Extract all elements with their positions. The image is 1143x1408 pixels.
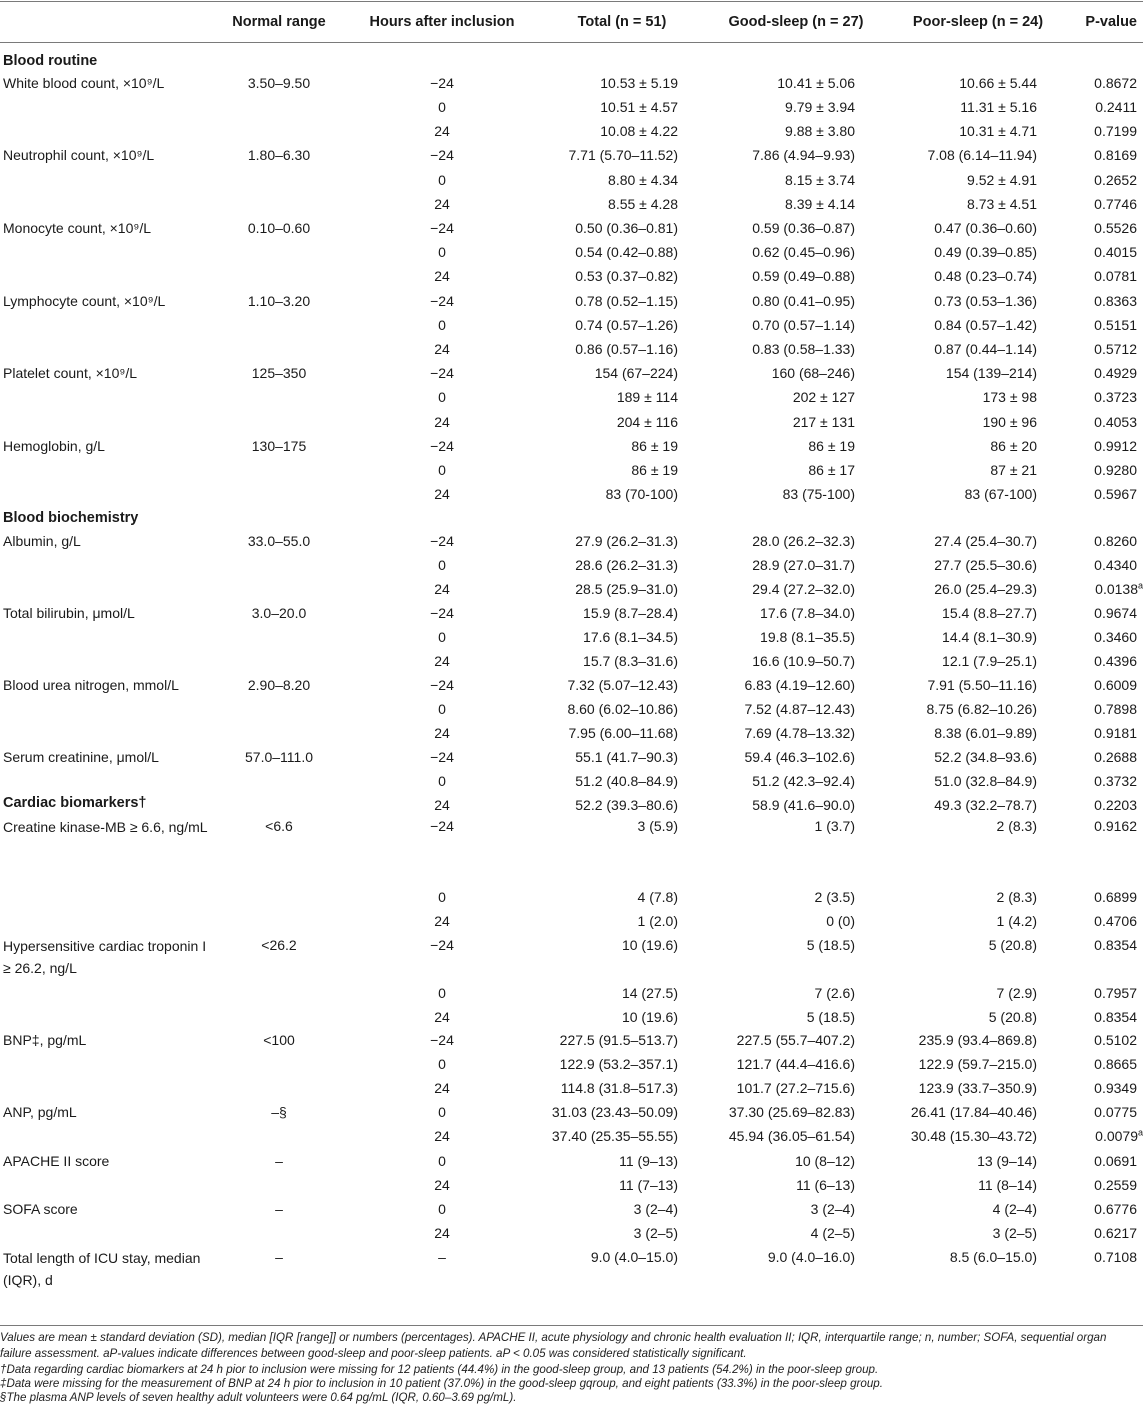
normal-range-cell: <100 [263, 1032, 295, 1048]
poor-sleep-cell: 86 ± 20 [990, 438, 1037, 454]
good-sleep-cell: 10.41 ± 5.06 [777, 75, 855, 91]
total-cell: 7.32 (5.07–12.43) [567, 677, 678, 693]
hours-cell: 24 [434, 653, 450, 669]
good-sleep-cell: 17.6 (7.8–34.0) [760, 605, 855, 621]
total-cell: 3 (2–4) [633, 1201, 678, 1217]
poor-sleep-cell: 15.4 (8.8–27.7) [942, 605, 1037, 621]
good-sleep-cell: 7.69 (4.78–13.32) [744, 725, 855, 741]
p-value-cell: 0.8665 [1094, 1056, 1137, 1072]
good-sleep-cell: 0.83 (0.58–1.33) [752, 341, 855, 357]
good-sleep-cell: 10 (8–12) [795, 1153, 855, 1169]
hours-cell: 0 [438, 1201, 446, 1217]
good-sleep-cell: 0 (0) [826, 913, 855, 929]
hours-cell: 0 [438, 99, 446, 115]
total-cell: 14 (27.5) [621, 985, 678, 1001]
hours-cell: 24 [434, 1225, 450, 1241]
poor-sleep-cell: 190 ± 96 [982, 414, 1037, 430]
normal-range-cell: 0.10–0.60 [247, 220, 311, 236]
p-value-cell: 0.6899 [1094, 889, 1137, 905]
poor-sleep-cell: 13 (9–14) [977, 1153, 1037, 1169]
bottom-rule [0, 1325, 1143, 1326]
total-cell: 10.51 ± 4.57 [600, 99, 678, 115]
hours-cell: −24 [430, 749, 454, 765]
poor-sleep-cell: 87 ± 21 [990, 462, 1037, 478]
poor-sleep-cell: 154 (139–214) [945, 365, 1037, 381]
total-cell: 0.78 (0.52–1.15) [575, 293, 678, 309]
p-value-cell: 0.7957 [1094, 985, 1137, 1001]
total-cell: 27.9 (26.2–31.3) [575, 533, 678, 549]
good-sleep-cell: 83 (75-100) [782, 486, 855, 502]
poor-sleep-cell: 4 (2–4) [992, 1201, 1037, 1217]
poor-sleep-cell: 2 (8.3) [996, 818, 1037, 834]
footnote-abbreviations: Values are mean ± standard deviation (SD), median [IQR [range]] or numbers (percentages). APACHE II, acute physiology and chronic health evaluation II; IQR, interquartile range; n, number; SOFA, sequential organ failure assessment. aP-values indicate differences between good-sleep and poor-sleep patients. aP < 0.05 was considered statistically significant. [0, 1331, 1107, 1360]
good-sleep-cell: 5 (18.5) [806, 937, 855, 953]
row-label: Platelet count, ×10⁹/L [3, 365, 138, 381]
poor-sleep-cell: 173 ± 98 [982, 389, 1037, 405]
poor-sleep-cell: 0.87 (0.44–1.14) [934, 341, 1037, 357]
p-value-cell: 0.0781 [1094, 268, 1137, 284]
poor-sleep-cell: 26.41 (17.84–40.46) [910, 1104, 1037, 1120]
hours-cell: 0 [438, 172, 446, 188]
hours-cell: −24 [430, 605, 454, 621]
poor-sleep-cell: 12.1 (7.9–25.1) [942, 653, 1037, 669]
row-label: Albumin, g/L [3, 533, 81, 549]
total-cell: 9.0 (4.0–15.0) [590, 1249, 678, 1265]
p-value-cell: 0.5151 [1094, 317, 1137, 333]
total-cell: 0.54 (0.42–0.88) [575, 244, 678, 260]
normal-range-cell: 3.50–9.50 [247, 75, 311, 91]
hours-cell: 0 [438, 1153, 446, 1169]
p-value-cell: 0.2688 [1094, 749, 1137, 765]
poor-sleep-cell: 7.91 (5.50–11.16) [927, 677, 1037, 693]
p-value-cell: 0.8354 [1094, 1009, 1137, 1025]
hours-cell: 24 [434, 196, 450, 212]
good-sleep-cell: 7.52 (4.87–12.43) [744, 701, 855, 717]
normal-range-cell: –§ [271, 1104, 287, 1120]
hours-cell: −24 [430, 533, 454, 549]
poor-sleep-cell: 235.9 (93.4–869.8) [918, 1032, 1037, 1048]
good-sleep-cell: 8.39 ± 4.14 [785, 196, 855, 212]
total-cell: 3 (2–5) [633, 1225, 678, 1241]
normal-range-cell: 1.80–6.30 [247, 147, 311, 163]
row-label: Monocyte count, ×10⁹/L [3, 220, 152, 236]
p-value-cell: 0.8672 [1094, 75, 1137, 91]
normal-range-cell: – [275, 1201, 283, 1217]
good-sleep-cell: 7 (2.6) [814, 985, 855, 1001]
p-value-cell: 0.5712 [1094, 341, 1137, 357]
poor-sleep-cell: 8.5 (6.0–15.0) [949, 1249, 1037, 1265]
total-cell: 10 (19.6) [621, 937, 678, 953]
total-cell: 15.7 (8.3–31.6) [583, 653, 678, 669]
normal-range-cell: 57.0–111.0 [245, 749, 313, 765]
normal-range-cell: <6.6 [265, 818, 293, 834]
header-poor-sleep: Poor-sleep (n = 24) [912, 14, 1044, 30]
header-total: Total (n = 51) [577, 14, 667, 30]
header-normal-range: Normal range [232, 14, 326, 30]
good-sleep-cell: 28.0 (26.2–32.3) [752, 533, 855, 549]
row-label: Hypersensitive cardiac troponin I ≥ 26.2, ng/L [3, 938, 207, 976]
good-sleep-cell: 59.4 (46.3–102.6) [744, 749, 855, 765]
p-value-cell: 0.9181 [1094, 725, 1137, 741]
good-sleep-cell: 217 ± 131 [792, 414, 855, 430]
poor-sleep-cell: 49.3 (32.2–78.7) [934, 797, 1037, 813]
top-rule [0, 1, 1143, 2]
hours-cell: 24 [434, 486, 450, 502]
total-cell: 86 ± 19 [631, 462, 678, 478]
hours-cell: 24 [434, 414, 450, 430]
total-cell: 83 (70-100) [605, 486, 678, 502]
p-value-cell: 0.6776 [1094, 1201, 1137, 1217]
normal-range-cell: 33.0–55.0 [247, 533, 311, 549]
poor-sleep-cell: 1 (4.2) [996, 913, 1037, 929]
good-sleep-cell: 9.0 (4.0–16.0) [767, 1249, 855, 1265]
hours-cell: 24 [434, 725, 450, 741]
good-sleep-cell: 29.4 (27.2–32.0) [752, 581, 855, 597]
normal-range-cell: 125–350 [251, 365, 307, 381]
section-cardiac-biomarkers: Cardiac biomarkers† [3, 795, 147, 811]
total-cell: 11 (9–13) [619, 1153, 678, 1169]
row-label: White blood count, ×10⁹/L [3, 75, 165, 91]
good-sleep-cell: 227.5 (55.7–407.2) [736, 1032, 855, 1048]
hours-cell: 24 [434, 797, 450, 813]
p-value-cell: 0.4053 [1094, 414, 1137, 430]
hours-cell: 0 [438, 629, 446, 645]
good-sleep-cell: 86 ± 19 [808, 438, 855, 454]
hours-cell: −24 [430, 365, 454, 381]
good-sleep-cell: 2 (3.5) [814, 889, 855, 905]
p-value-cell: 0.3460 [1094, 629, 1137, 645]
hours-cell: −24 [430, 1032, 454, 1048]
significance-marker: a [1137, 580, 1143, 591]
hours-cell: 0 [438, 389, 446, 405]
hours-cell: 24 [434, 341, 450, 357]
good-sleep-cell: 11 (6–13) [796, 1177, 855, 1193]
hours-cell: −24 [430, 677, 454, 693]
hours-cell: −24 [430, 438, 454, 454]
normal-range-cell: 2.90–8.20 [247, 677, 311, 693]
hours-cell: −24 [430, 818, 454, 834]
poor-sleep-cell: 27.7 (25.5–30.6) [934, 557, 1037, 573]
total-cell: 10.08 ± 4.22 [600, 123, 678, 139]
good-sleep-cell: 0.62 (0.45–0.96) [752, 244, 855, 260]
row-label: Neutrophil count, ×10⁹/L [3, 147, 155, 163]
header-p-value: P-value [1085, 14, 1137, 30]
p-value-text: 0.0079 [1095, 1128, 1138, 1144]
p-value-cell: 0.2203 [1094, 797, 1137, 813]
header-rule [0, 42, 1143, 43]
p-value-cell: 0.7898 [1094, 701, 1137, 717]
hours-cell: −24 [430, 75, 454, 91]
row-label: SOFA score [3, 1201, 78, 1217]
total-cell: 11 (7–13) [619, 1177, 678, 1193]
row-label: Lymphocyte count, ×10⁹/L [3, 293, 166, 309]
normal-range-cell: 1.10–3.20 [247, 293, 311, 309]
poor-sleep-cell: 11.31 ± 5.16 [960, 99, 1037, 115]
hours-cell: 24 [434, 913, 450, 929]
hours-cell: −24 [430, 293, 454, 309]
significance-marker: a [1137, 1127, 1143, 1138]
p-value-cell: 0.8260 [1094, 533, 1137, 549]
hours-cell: 0 [438, 701, 446, 717]
header-good-sleep: Good-sleep (n = 27) [728, 14, 864, 30]
row-label: APACHE II score [3, 1153, 110, 1169]
total-cell: 0.53 (0.37–0.82) [575, 268, 678, 284]
good-sleep-cell: 86 ± 17 [808, 462, 855, 478]
good-sleep-cell: 160 (68–246) [771, 365, 855, 381]
hours-cell: 24 [434, 1080, 450, 1096]
good-sleep-cell: 121.7 (44.4–416.6) [736, 1056, 855, 1072]
good-sleep-cell: 101.7 (27.2–715.6) [736, 1080, 855, 1096]
total-cell: 154 (67–224) [594, 365, 678, 381]
good-sleep-cell: 4 (2–5) [810, 1225, 855, 1241]
good-sleep-cell: 37.30 (25.69–82.83) [728, 1104, 855, 1120]
footnote-double-dagger: ‡Data were missing for the measurement of BNP at 24 h pior to inclusion in 10 patient (37.0%) in the good-sleep gqroup, and eight patients (33.3%) in the poor-sleep group. [0, 1377, 883, 1390]
p-value-cell: 0.0775 [1094, 1104, 1137, 1120]
good-sleep-cell: 7.86 (4.94–9.93) [752, 147, 855, 163]
poor-sleep-cell: 27.4 (25.4–30.7) [934, 533, 1037, 549]
p-value-cell: 0.4396 [1094, 653, 1137, 669]
total-cell: 4 (7.8) [637, 889, 678, 905]
normal-range-cell: 3.0–20.0 [251, 605, 307, 621]
poor-sleep-cell: 30.48 (15.30–43.72) [910, 1128, 1037, 1144]
hours-cell: 0 [438, 1104, 446, 1120]
poor-sleep-cell: 52.2 (34.8–93.6) [934, 749, 1037, 765]
p-value-cell: 0.9280 [1094, 462, 1137, 478]
row-label: ANP, pg/mL [3, 1104, 77, 1120]
good-sleep-cell: 58.9 (41.6–90.0) [752, 797, 855, 813]
p-value-cell: 0.9349 [1094, 1080, 1137, 1096]
p-value-text: 0.0138 [1095, 581, 1138, 597]
poor-sleep-cell: 123.9 (33.7–350.9) [918, 1080, 1037, 1096]
hours-cell: 0 [438, 557, 446, 573]
good-sleep-cell: 9.79 ± 3.94 [785, 99, 855, 115]
p-value-cell: 0.5102 [1094, 1032, 1137, 1048]
total-cell: 55.1 (41.7–90.3) [575, 749, 678, 765]
good-sleep-cell: 1 (3.7) [814, 818, 855, 834]
good-sleep-cell: 202 ± 127 [792, 389, 855, 405]
normal-range-cell: 130–175 [251, 438, 307, 454]
good-sleep-cell: 6.83 (4.19–12.60) [744, 677, 855, 693]
row-label: Total bilirubin, μmol/L [3, 605, 135, 621]
poor-sleep-cell: 0.49 (0.39–0.85) [934, 244, 1037, 260]
poor-sleep-cell: 14.4 (8.1–30.9) [942, 629, 1037, 645]
total-cell: 8.55 ± 4.28 [608, 196, 678, 212]
row-label: BNP‡, pg/mL [3, 1032, 87, 1048]
p-value-cell: 0.3723 [1094, 389, 1137, 405]
total-cell: 0.74 (0.57–1.26) [575, 317, 678, 333]
total-cell: 189 ± 114 [616, 389, 678, 405]
good-sleep-cell: 0.80 (0.41–0.95) [752, 293, 855, 309]
total-cell: 0.86 (0.57–1.16) [575, 341, 678, 357]
good-sleep-cell: 9.88 ± 3.80 [785, 123, 855, 139]
poor-sleep-cell: 83 (67-100) [964, 486, 1037, 502]
good-sleep-cell: 0.59 (0.49–0.88) [752, 268, 855, 284]
p-value-cell: 0.4015 [1094, 244, 1137, 260]
total-cell: 204 ± 116 [616, 414, 678, 430]
hours-cell: 0 [438, 773, 446, 789]
p-value-cell [1095, 1126, 1143, 1146]
total-cell: 52.2 (39.3–80.6) [575, 797, 678, 813]
hours-cell: 24 [434, 1177, 450, 1193]
poor-sleep-cell: 0.47 (0.36–0.60) [934, 220, 1037, 236]
header-hours: Hours after inclusion [369, 14, 515, 30]
total-cell: 51.2 (40.8–84.9) [575, 773, 678, 789]
p-value-cell: 0.8169 [1094, 147, 1137, 163]
hours-cell: 24 [434, 1009, 450, 1025]
poor-sleep-cell: 9.52 ± 4.91 [967, 172, 1037, 188]
poor-sleep-cell: 7.08 (6.14–11.94) [927, 147, 1037, 163]
footnote-section: §The plasma ANP levels of seven healthy adult volunteers were 0.64 pg/mL (IQR, 0.60–3.69 pg/mL). [0, 1391, 517, 1404]
good-sleep-cell: 16.6 (10.9–50.7) [752, 653, 855, 669]
p-value-cell: 0.3732 [1094, 773, 1137, 789]
p-value-cell: 0.8354 [1094, 937, 1137, 953]
p-value-cell: 0.4929 [1094, 365, 1137, 381]
total-cell: 37.40 (25.35–55.55) [551, 1128, 678, 1144]
p-value-cell: 0.7199 [1094, 123, 1137, 139]
hours-cell: 24 [434, 581, 450, 597]
hours-cell: 0 [438, 462, 446, 478]
row-label: Hemoglobin, g/L [3, 438, 105, 454]
section-blood-biochemistry: Blood biochemistry [3, 510, 139, 526]
p-value-cell: 0.7746 [1094, 196, 1137, 212]
total-cell: 7.95 (6.00–11.68) [568, 725, 678, 741]
row-label: Blood urea nitrogen, mmol/L [3, 677, 179, 693]
poor-sleep-cell: 122.9 (59.7–215.0) [918, 1056, 1037, 1072]
p-value-cell [1095, 579, 1143, 599]
poor-sleep-cell: 0.73 (0.53–1.36) [934, 293, 1037, 309]
total-cell: 86 ± 19 [631, 438, 678, 454]
normal-range-cell: – [275, 1153, 283, 1169]
poor-sleep-cell: 0.48 (0.23–0.74) [934, 268, 1037, 284]
p-value-cell: 0.4706 [1094, 913, 1137, 929]
hours-cell: 0 [438, 889, 446, 905]
hours-cell: 0 [438, 244, 446, 260]
poor-sleep-cell: 3 (2–5) [992, 1225, 1037, 1241]
good-sleep-cell: 19.8 (8.1–35.5) [760, 629, 855, 645]
total-cell: 10.53 ± 5.19 [600, 75, 678, 91]
p-value-cell: 0.0691 [1094, 1153, 1137, 1169]
total-cell: 8.60 (6.02–10.86) [567, 701, 678, 717]
total-cell: 10 (19.6) [621, 1009, 678, 1025]
poor-sleep-cell: 10.31 ± 4.71 [959, 123, 1037, 139]
hours-cell: 24 [434, 1128, 450, 1144]
row-label: Serum creatinine, μmol/L [3, 749, 159, 765]
normal-range-cell: <26.2 [261, 937, 297, 953]
p-value-cell: 0.9912 [1094, 438, 1137, 454]
poor-sleep-cell: 0.84 (0.57–1.42) [934, 317, 1037, 333]
normal-range-cell: – [275, 1249, 283, 1265]
hours-cell: – [438, 1249, 446, 1265]
poor-sleep-cell: 8.38 (6.01–9.89) [934, 725, 1037, 741]
p-value-cell: 0.2559 [1094, 1177, 1137, 1193]
p-value-cell: 0.5526 [1094, 220, 1137, 236]
good-sleep-cell: 8.15 ± 3.74 [785, 172, 855, 188]
total-cell: 227.5 (91.5–513.7) [559, 1032, 678, 1048]
footnote-dagger: †Data regarding cardiac biomarkers at 24 h pior to inclusion were missing for 12 patients (44.4%) in the good-sleep group, and 13 patients (54.2%) in the poor-sleep group. [0, 1363, 879, 1376]
total-cell: 1 (2.0) [637, 913, 678, 929]
p-value-cell: 0.9674 [1094, 605, 1137, 621]
poor-sleep-cell: 11 (8–14) [978, 1177, 1037, 1193]
hours-cell: 0 [438, 317, 446, 333]
total-cell: 15.9 (8.7–28.4) [583, 605, 678, 621]
total-cell: 17.6 (8.1–34.5) [583, 629, 678, 645]
good-sleep-cell: 3 (2–4) [810, 1201, 855, 1217]
row-label: Total length of ICU stay, median (IQR), d [3, 1250, 201, 1288]
hours-cell: −24 [430, 220, 454, 236]
p-value-cell: 0.2652 [1094, 172, 1137, 188]
hours-cell: −24 [430, 147, 454, 163]
section-blood-routine: Blood routine [3, 53, 98, 69]
total-cell: 0.50 (0.36–0.81) [575, 220, 678, 236]
p-value-cell: 0.2411 [1095, 99, 1137, 115]
p-value-cell: 0.9162 [1094, 818, 1137, 834]
poor-sleep-cell: 5 (20.8) [988, 1009, 1037, 1025]
total-cell: 3 (5.9) [637, 818, 678, 834]
p-value-cell: 0.7108 [1094, 1249, 1137, 1265]
total-cell: 7.71 (5.70–11.52) [568, 147, 678, 163]
total-cell: 114.8 (31.8–517.3) [560, 1080, 678, 1096]
hours-cell: 0 [438, 985, 446, 1001]
poor-sleep-cell: 26.0 (25.4–29.3) [934, 581, 1037, 597]
good-sleep-cell: 51.2 (42.3–92.4) [752, 773, 855, 789]
hours-cell: −24 [430, 937, 454, 953]
good-sleep-cell: 45.94 (36.05–61.54) [728, 1128, 855, 1144]
total-cell: 8.80 ± 4.34 [608, 172, 678, 188]
hours-cell: 0 [438, 1056, 446, 1072]
poor-sleep-cell: 10.66 ± 5.44 [959, 75, 1037, 91]
p-value-cell: 0.5967 [1094, 486, 1137, 502]
total-cell: 28.6 (26.2–31.3) [575, 557, 678, 573]
poor-sleep-cell: 8.75 (6.82–10.26) [926, 701, 1037, 717]
row-label: Creatine kinase-MB ≥ 6.6, ng/mL [3, 819, 208, 835]
total-cell: 28.5 (25.9–31.0) [575, 581, 678, 597]
poor-sleep-cell: 2 (8.3) [996, 889, 1037, 905]
p-value-cell: 0.8363 [1094, 293, 1137, 309]
poor-sleep-cell: 51.0 (32.8–84.9) [934, 773, 1037, 789]
hours-cell: 24 [434, 123, 450, 139]
hours-cell: 24 [434, 268, 450, 284]
p-value-cell: 0.4340 [1094, 557, 1137, 573]
poor-sleep-cell: 5 (20.8) [988, 937, 1037, 953]
good-sleep-cell: 0.70 (0.57–1.14) [752, 317, 855, 333]
good-sleep-cell: 5 (18.5) [806, 1009, 855, 1025]
good-sleep-cell: 0.59 (0.36–0.87) [752, 220, 855, 236]
poor-sleep-cell: 8.73 ± 4.51 [967, 196, 1037, 212]
total-cell: 122.9 (53.2–357.1) [559, 1056, 678, 1072]
poor-sleep-cell: 7 (2.9) [996, 985, 1037, 1001]
total-cell: 31.03 (23.43–50.09) [551, 1104, 678, 1120]
p-value-cell: 0.6009 [1094, 677, 1137, 693]
good-sleep-cell: 28.9 (27.0–31.7) [752, 557, 855, 573]
p-value-cell: 0.6217 [1094, 1225, 1137, 1241]
